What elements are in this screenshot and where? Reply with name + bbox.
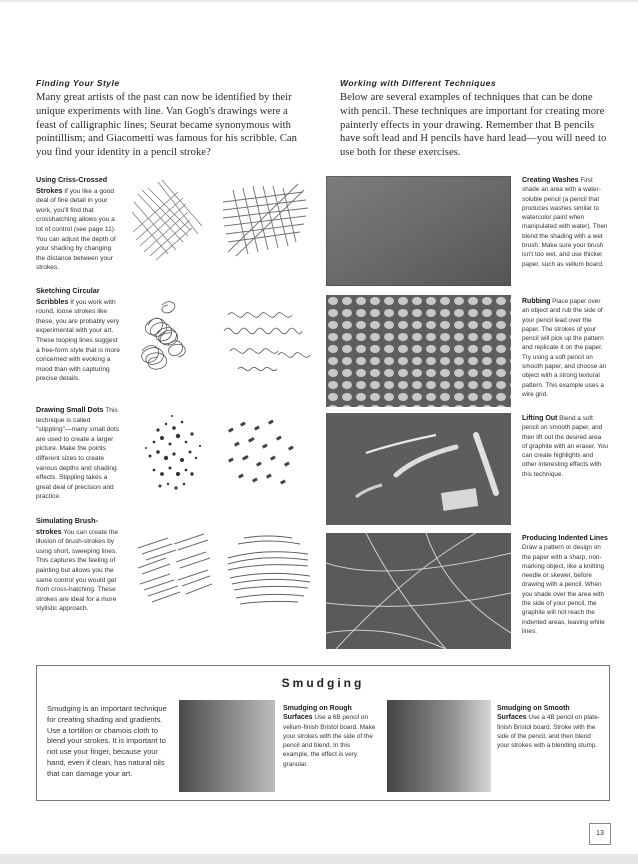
bottom-bar [0,854,638,864]
page-number: 13 [589,823,611,845]
technique-crosshatch-text [36,175,120,273]
technique-body: You can create the illusion of brush-strokes by using short, sweeping lines. This captures the feeling of painting but allows you the same control you would get from cross-hatching. These strokes are ideal for a more stylistic approach. [36,528,119,613]
technique-body: This technique is called "stippling"—many small dots are used to create a larger picture. Make the points different sizes to create various depths and shading effects. Stippling takes a great deal of precision and practice. [36,407,120,501]
technique-body: If you like a good deal of fine detail in your work, you'll find that crosshatching allows you a lot of control (see page 11). You can adjust the depth of your shading by changing the distance between your strokes. [36,187,116,272]
technique-title: Simulating Brush-strokes [36,516,98,536]
smudging-title: Smudging [281,676,365,690]
technique-body: Use a 6B pencil on vellum-finish Bristol board. Make your strokes with the side of the pencil and blend. In this example, the effect is very granular. [283,714,376,768]
brushstroke-illustration [128,518,318,628]
techniques-heading: Working with Different Techniques [340,78,497,88]
lifting-out-image [326,413,511,525]
technique-rubbing-text [522,297,608,399]
technique-title: Using Criss-Crossed Strokes [36,175,108,195]
scribble-illustration [128,285,318,395]
technique-title: Smudging on Rough Surfaces [283,705,352,722]
crosshatch-illustration [128,172,318,272]
technique-body: If you work with round, loose strokes like these, you are probably very experimental with your art. These looping lines suggest a free-form style that is more concerned with evoking a mood than with capturing precise details. [36,298,120,383]
technique-washes-text [522,176,608,269]
technique-title: Producing Indented Lines [522,535,608,542]
smudge-rough-illustration [179,700,275,792]
technique-body: Use a 4B pencil on plate-finish Bristol board. Stroke with the side of the pencil, and then blend your strokes with a blending stump. [497,714,600,750]
technique-dots-text [36,405,120,502]
indented-lines-image [326,533,511,649]
lifting-out-illustration [326,413,511,525]
smudging-intro: Smudging is an important technique for creating shading and gradients. Use a tortillon or chamois cloth to blend your strokes. It is important to not use your finger, because your hand, even if clean, has natural oils that can damage your art. [47,704,167,778]
technique-title: Creating Washes [522,177,579,184]
brushstroke-examples [128,518,318,608]
smudge-rough-text [283,704,377,769]
technique-title: Sketching Circular Scribbles [36,286,100,306]
techniques-body: Below are several examples of techniques that can be done with pencil. These techniques are important for creating more painterly effects in your drawing. Remember that B pencils have soft lead and H pencils have hard lead—you will need to use both for these exercises. [340,92,607,159]
technique-indented-text [522,534,608,636]
finding-style-body: Many great artists of the past can now be identified by their unique experiments with line. Van Gogh's drawings were a feast of calligraphic lines; Seurat became synonymous with pointillism; and Giacometti was famous for his scribble. Can you find your identity in a pencil stroke? [36,92,298,159]
technique-body: First shade an area with a water-soluble pencil (a pencil that produces washes similar to watercolor paint when manipulated with water). Then blend the shading with a wet brush. Make sure your brush isn't too wet, and use thicker paper, such as vellum board. [522,177,608,268]
techniques-column [340,78,610,160]
stippling-examples [128,400,318,490]
technique-body: Blend a soft pencil on smooth paper, and then lift out the desired area of graphite with an eraser. You can create highlights and other interesting effects with this technique. [522,415,608,478]
scribble-examples [128,285,318,375]
technique-brushstrokes-text [36,516,120,614]
finding-style-column [36,78,301,160]
page-top-rule [0,0,638,2]
indented-lines-illustration [326,533,511,649]
rubbing-image [326,295,511,407]
smudge-smooth-text [497,704,601,750]
smudge-smooth-image [387,700,491,792]
rubbing-illustration [326,295,511,407]
technique-title: Rubbing [522,298,551,305]
washes-image [326,176,511,286]
technique-body: Place paper over an object and rub the side of your pencil lead over the paper. The strokes of your pencil will pick up the pattern and replicate it on the paper. Try using a soft pencil on smooth paper, and choose an object with a strong textural pattern. This example uses a wire grid. [522,298,607,398]
crosshatch-examples [128,172,318,262]
smudge-smooth-illustration [387,700,491,792]
washes-illustration [326,176,511,286]
smudging-box [36,665,610,801]
technique-title: Lifting Out [522,415,558,422]
technique-body: Draw a pattern or design on the paper with a sharp, non-marking object, like a knitting needle or skewer, before drawing with a pencil. When you shade over the area with the side of your pencil, the graphite will not reach the indented areas, leaving white lines. [522,544,605,635]
stippling-illustration [128,400,318,510]
technique-lifting-text [522,414,608,479]
technique-title: Drawing Small Dots [36,405,104,414]
finding-style-heading: Finding Your Style [36,78,120,88]
technique-title: Smudging on Smooth Surfaces [497,705,570,722]
smudge-rough-image [179,700,275,792]
technique-scribble-text [36,286,120,384]
